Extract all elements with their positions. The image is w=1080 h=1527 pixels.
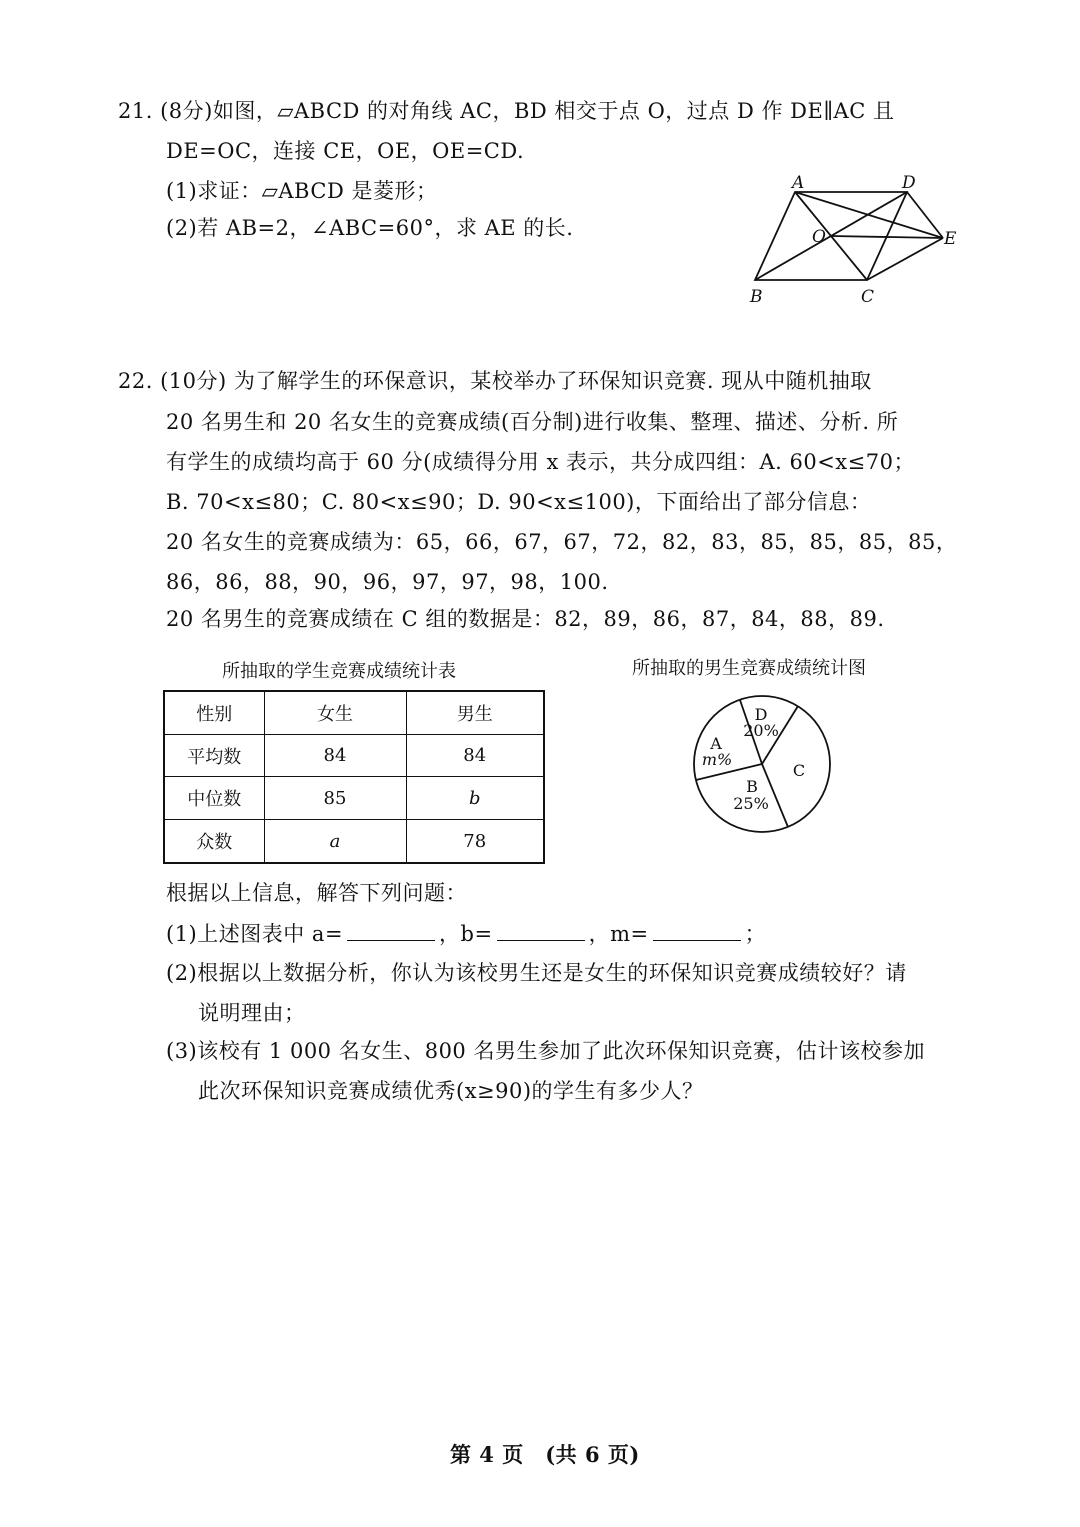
table-row <box>164 734 544 777</box>
table-cell: 84 <box>406 734 544 777</box>
label-c: C <box>861 287 875 307</box>
q22-line-2: 20 名男生和 20 名女生的竞赛成绩(百分制)进行收集、整理、描述、分析. 所 <box>166 410 899 434</box>
q21-number: 21. <box>118 99 153 123</box>
blank-m <box>653 918 741 941</box>
pie-pct-a: m% <box>701 750 733 769</box>
q22-line-4: B. 70<x≤80；C. 80<x≤90；D. 90<x≤100)，下面给出了部分信息： <box>166 490 872 514</box>
q22-part2-line-1: (2)根据以上数据分析，你认为该校男生还是女生的环保知识竞赛成绩较好？请 <box>166 961 907 985</box>
table-cell: 84 <box>264 734 406 777</box>
q21-points: (8分) <box>160 99 213 123</box>
q22-part1 <box>166 918 766 949</box>
q21-line-1 <box>118 96 894 126</box>
table-caption: 所抽取的学生竞赛成绩统计表 <box>222 661 456 682</box>
segment-de <box>907 192 943 238</box>
q22-points: (10分) <box>160 369 227 393</box>
table-row <box>164 820 544 863</box>
q22-line-1-text: 为了解学生的环保意识，某校举办了环保知识竞赛. 现从中随机抽取 <box>233 369 872 393</box>
pie-pct-b: 25% <box>733 794 769 813</box>
label-d: D <box>902 173 916 193</box>
pie-label-d: D <box>754 705 768 724</box>
q22-line-3: 有学生的成绩均高于 60 分(成绩得分用 x 表示，共分成四组：A. 60<x≤70； <box>166 450 915 474</box>
q22-part2-line-2: 说明理由； <box>198 1001 306 1025</box>
label-a: A <box>792 173 805 193</box>
q22-line-5: 20 名女生的竞赛成绩为：65，66，67，67，72，82，83，85，85，85，85， <box>166 530 958 554</box>
q21-part2: (2)若 AB=2，∠ABC=60°，求 AE 的长. <box>166 216 574 240</box>
pie-label-c: C <box>792 761 806 780</box>
table-cell: a <box>264 820 406 863</box>
q21-intro: 如图，▱ABCD 的对角线 AC，BD 相交于点 O，过点 D 作 DE∥AC 且 <box>212 99 895 123</box>
q21-line-2: DE=OC，连接 CE，OE，OE=CD. <box>166 139 525 163</box>
score-statistics-table <box>163 690 545 864</box>
table-cell: 78 <box>406 820 544 863</box>
q22-part1-end: ； <box>744 922 767 946</box>
q22-part1-m: ，m= <box>588 922 649 946</box>
q22-part3-line-1: (3)该校有 1 000 名女生、800 名男生参加了此次环保知识竞赛，估计该校参加 <box>166 1039 925 1063</box>
q22-part3-line-2: 此次环保知识竞赛成绩优秀(x≥90)的学生有多少人？ <box>198 1079 704 1103</box>
pie-label-a: A <box>710 734 722 753</box>
table-cell: 平均数 <box>164 734 264 777</box>
table-cell: 中位数 <box>164 777 264 820</box>
table-row <box>164 777 544 820</box>
q22-line-1 <box>118 366 872 396</box>
segment-ce <box>867 238 943 280</box>
label-b: B <box>750 287 763 307</box>
table-header-cell: 性别 <box>164 691 264 734</box>
blank-a <box>347 918 435 941</box>
pie-caption: 所抽取的男生竞赛成绩统计图 <box>632 658 866 679</box>
segment-oe <box>831 236 943 238</box>
q22-part1-b: ，b= <box>439 922 493 946</box>
table-cell: 众数 <box>164 820 264 863</box>
page-footer: 第 4 页 (共 6 页) <box>450 1442 640 1467</box>
q22-part1-prefix: (1)上述图表中 a= <box>166 922 344 946</box>
table-header-cell: 男生 <box>406 691 544 734</box>
q21-part1: (1)求证：▱ABCD 是菱形； <box>166 179 438 203</box>
pie-pct-d: 20% <box>743 721 779 740</box>
table-header-row <box>164 691 544 734</box>
table-cell: b <box>406 777 544 820</box>
q22-line-6: 86，86，88，90，96，97，97，98，100. <box>166 570 609 594</box>
table-header-cell: 女生 <box>264 691 406 734</box>
boys-score-pie-chart <box>688 690 836 838</box>
q22-line-7: 20 名男生的竞赛成绩在 C 组的数据是：82，89，86，87，84，88，89. <box>166 607 885 631</box>
pie-label-b: B <box>746 777 758 796</box>
q22-number: 22. <box>118 369 153 393</box>
q22-answer-intro: 根据以上信息，解答下列问题： <box>166 881 467 905</box>
blank-b <box>497 918 585 941</box>
q21-geometry-figure <box>740 170 970 310</box>
label-e: E <box>944 229 957 249</box>
table-cell: 85 <box>264 777 406 820</box>
label-o: O <box>812 227 826 247</box>
